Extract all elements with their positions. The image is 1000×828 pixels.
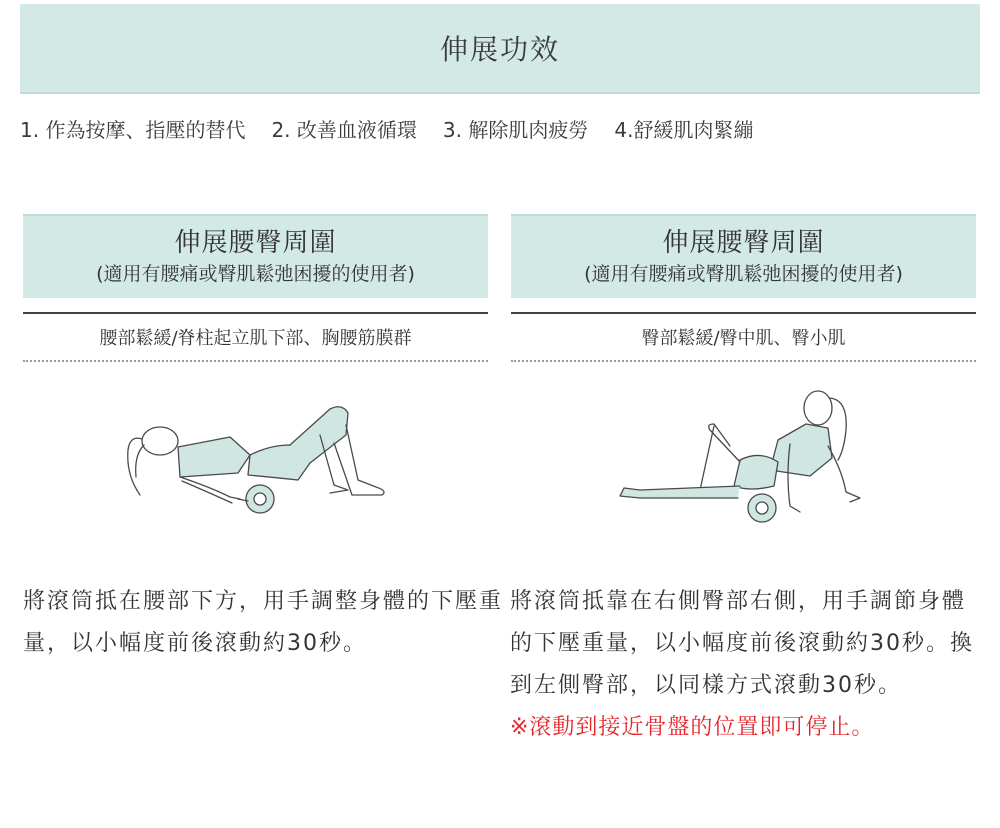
instruction-text-block: [510, 581, 980, 749]
benefit-item: 1. 作為按摩、指壓的替代: [20, 117, 246, 142]
panel-title: 伸展腰臀周圍: [662, 228, 825, 258]
instruction-text: 將滾筒抵靠在右側臀部右側，用手調節身體的下壓重量，以小幅度前後滾動約30秒。換到左側臀部，以同樣方式滾動30秒。: [510, 589, 974, 698]
dotted-divider: [23, 360, 488, 362]
benefit-item: 4.舒緩肌肉緊繃: [614, 117, 754, 142]
benefits-list: [20, 108, 980, 148]
panel-title: 伸展腰臀周圍: [174, 228, 337, 258]
target-muscle-label: 臀部鬆緩/臀中肌、臀小肌: [641, 328, 846, 349]
panel-subtitle: (適用有腰痛或臀肌鬆弛困擾的使用者): [96, 263, 415, 285]
woman-bridge-foam-roller-illustration: [120, 395, 400, 525]
dotted-divider: [511, 360, 976, 362]
warning-note: ※滾動到接近骨盤的位置即可停止。: [510, 715, 875, 740]
page-title: 伸展功效: [439, 33, 560, 66]
woman-seated-glute-roll-illustration: [610, 380, 870, 530]
panel-subtitle: (適用有腰痛或臀肌鬆弛困擾的使用者): [584, 263, 903, 285]
stretch-panel-glutes: [511, 214, 976, 362]
benefit-item: 3. 解除肌肉疲勞: [442, 117, 589, 142]
panel-header: [511, 214, 976, 298]
instruction-text: 將滾筒抵在腰部下方，用手調整身體的下壓重量，以小幅度前後滾動約30秒。: [23, 589, 504, 656]
target-muscle-label: 腰部鬆緩/脊柱起立肌下部、胸腰筋膜群: [99, 328, 412, 349]
stretch-panel-lower-back: [23, 214, 488, 362]
header-band: [20, 4, 980, 94]
panel-header: [23, 214, 488, 298]
benefit-item: 2. 改善血液循環: [271, 117, 417, 142]
